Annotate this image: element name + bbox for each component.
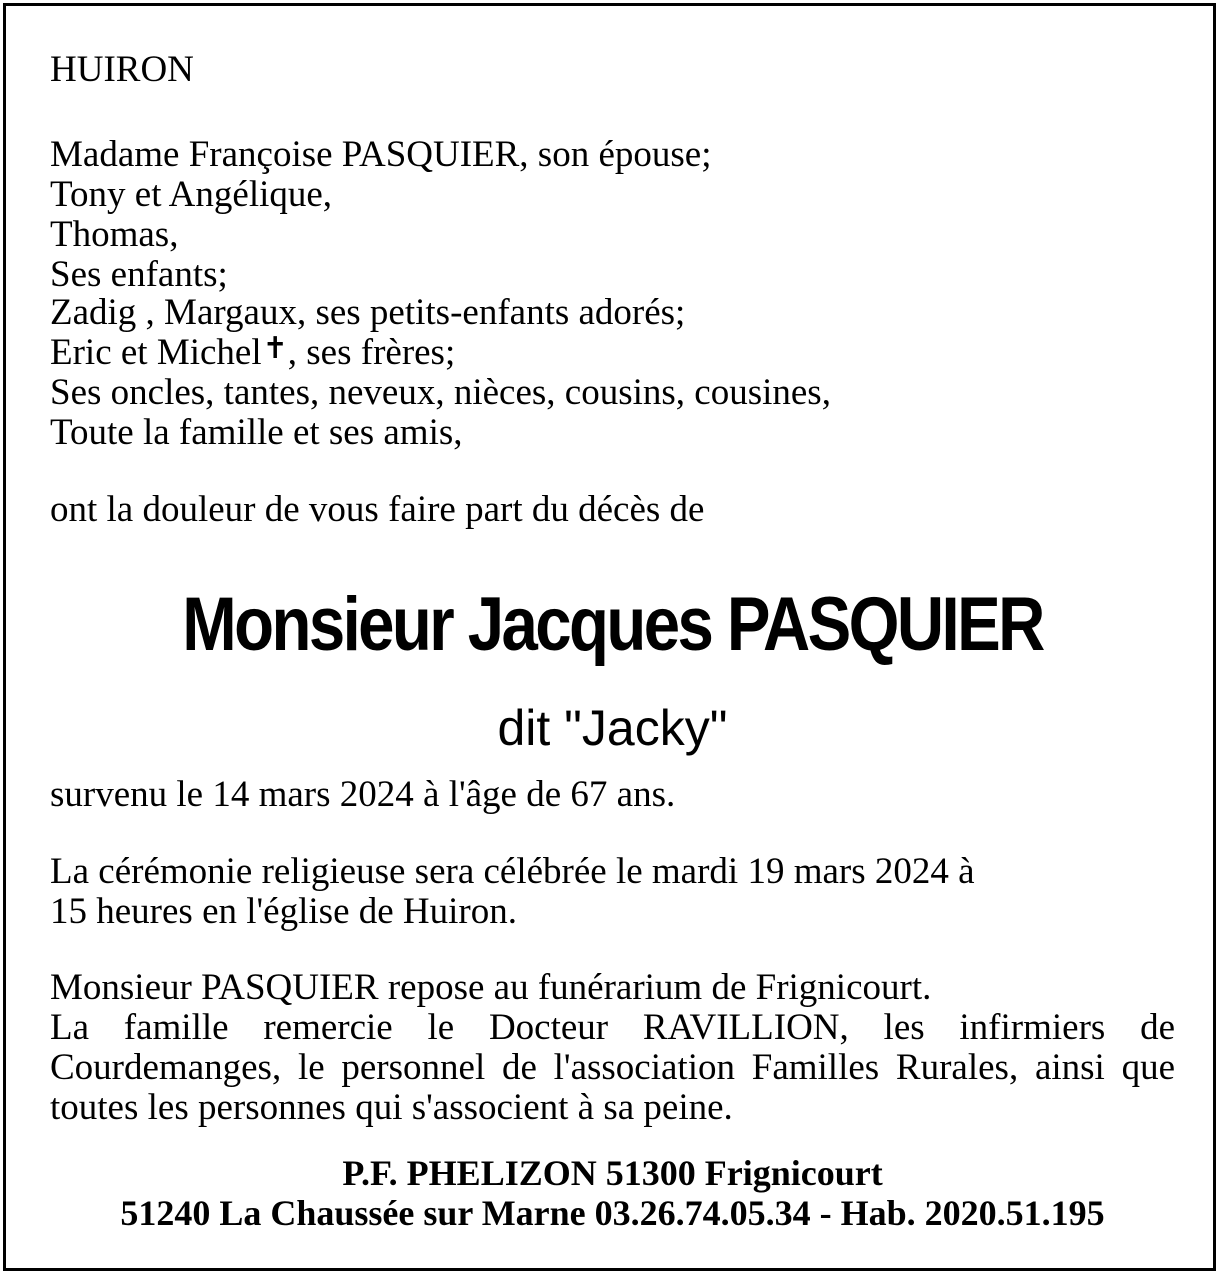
deceased-nickname: dit "Jacky" [497,700,728,756]
funeral-home-line-2: 51240 La Chaussée sur Marne 03.26.74.05.34 - Hab. 2020.51.195 [120,1193,1105,1233]
cross-icon: ✝ [262,331,288,366]
family-line-friends: Toute la famille et ses amis, [50,412,463,453]
thanks-paragraph: La famille remercie le Docteur RAVILLION, les infirmiers de Courdemanges, le personnel de l'association Familles Rurales, ainsi que toutes les personnes qui s'associent à sa peine. [50,1007,1175,1128]
family-line-brothers [50,333,455,373]
family-line-spouse: Madame Françoise PASQUIER, son épouse; [50,134,712,175]
ceremony-line-1: La cérémonie religieuse sera célébrée le mardi 19 mars 2024 à [50,851,975,892]
brothers-label: , ses frères; [287,332,456,373]
funeral-home-line-1: P.F. PHELIZON 51300 Frignicourt [342,1153,883,1193]
deceased-name: Monsieur Jacques PASQUIER [182,582,1043,667]
family-line-children-1: Tony et Angélique, [50,174,333,215]
brothers-names: Eric et Michel [50,332,262,373]
town-heading: HUIRON [50,49,194,90]
death-info: survenu le 14 mars 2024 à l'âge de 67 ans. [50,774,676,815]
announcement-text: ont la douleur de vous faire part du décès de [50,489,705,530]
family-line-children-label: Ses enfants; [50,254,228,295]
funerarium-text: Monsieur PASQUIER repose au funérarium de Frignicourt. [50,967,932,1008]
ceremony-line-2: 15 heures en l'église de Huiron. [50,891,517,932]
family-line-extended: Ses oncles, tantes, neveux, nièces, cousins, cousines, [50,372,831,413]
family-line-children-2: Thomas, [50,214,179,255]
family-line-grandchildren: Zadig , Margaux, ses petits-enfants adorés; [50,292,686,333]
